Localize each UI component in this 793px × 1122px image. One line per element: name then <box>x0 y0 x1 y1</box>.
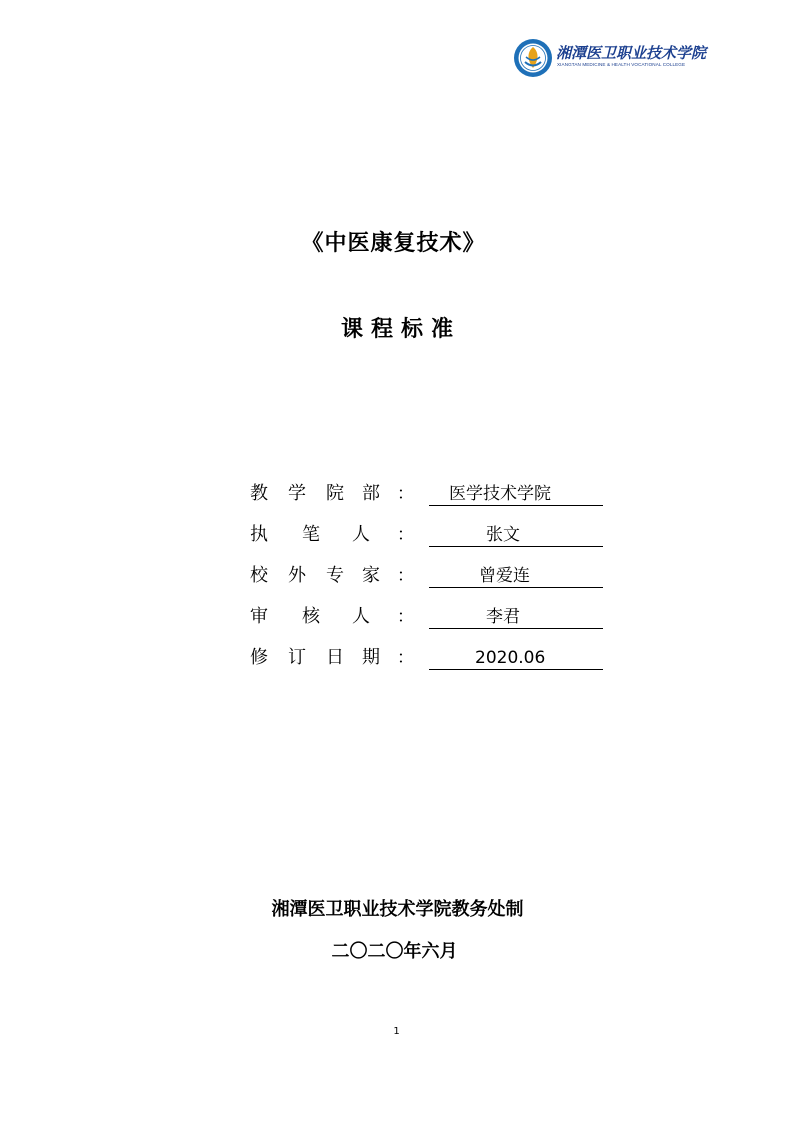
info-colon: ： <box>397 648 414 668</box>
logo-college-name-cn: 湘潭医卫职业技术学院 <box>556 44 707 62</box>
info-row-department <box>249 480 609 521</box>
info-label: 教 学 院 部 <box>250 483 380 504</box>
college-logo <box>513 38 707 78</box>
info-row-external-expert <box>249 562 609 603</box>
issue-date: 二〇二〇年六月 <box>331 941 458 962</box>
course-info-table <box>249 480 609 685</box>
info-colon: ： <box>397 607 414 627</box>
info-row-reviewer <box>249 603 609 644</box>
doc-title-char: 课 <box>340 317 363 342</box>
doc-title-char: 程 <box>370 317 393 342</box>
info-value-revision-date: 2020.06 <box>429 644 603 670</box>
info-row-author <box>249 521 609 562</box>
doc-title-char: 准 <box>430 317 453 342</box>
info-value-reviewer: 李君 <box>429 603 603 629</box>
issuing-organization: 湘潭医卫职业技术学院教务处制 <box>271 899 524 920</box>
doc-title-char: 标 <box>400 317 423 342</box>
info-value-department: 医学技术学院 <box>429 480 603 506</box>
info-colon: ： <box>397 484 414 504</box>
info-row-revision-date <box>249 644 609 685</box>
logo-college-name-en: XIANGTAN MEDICINE & HEALTH VOCATIONAL COLLEGE <box>557 62 686 67</box>
info-label: 修 订 日 期 <box>250 647 380 668</box>
info-label: 审 核 人 <box>250 606 370 627</box>
info-colon: ： <box>397 566 414 586</box>
info-value-external-expert: 曾爱连 <box>429 562 603 588</box>
info-value-author: 张文 <box>429 521 603 547</box>
course-title: 《中医康复技术》 <box>301 231 486 256</box>
info-label: 执 笔 人 <box>250 524 370 545</box>
info-colon: ： <box>397 525 414 545</box>
page-number: 1 <box>393 1026 400 1037</box>
document-title <box>337 312 467 343</box>
info-label: 校 外 专 家 <box>250 565 380 586</box>
college-seal-icon <box>513 38 553 78</box>
